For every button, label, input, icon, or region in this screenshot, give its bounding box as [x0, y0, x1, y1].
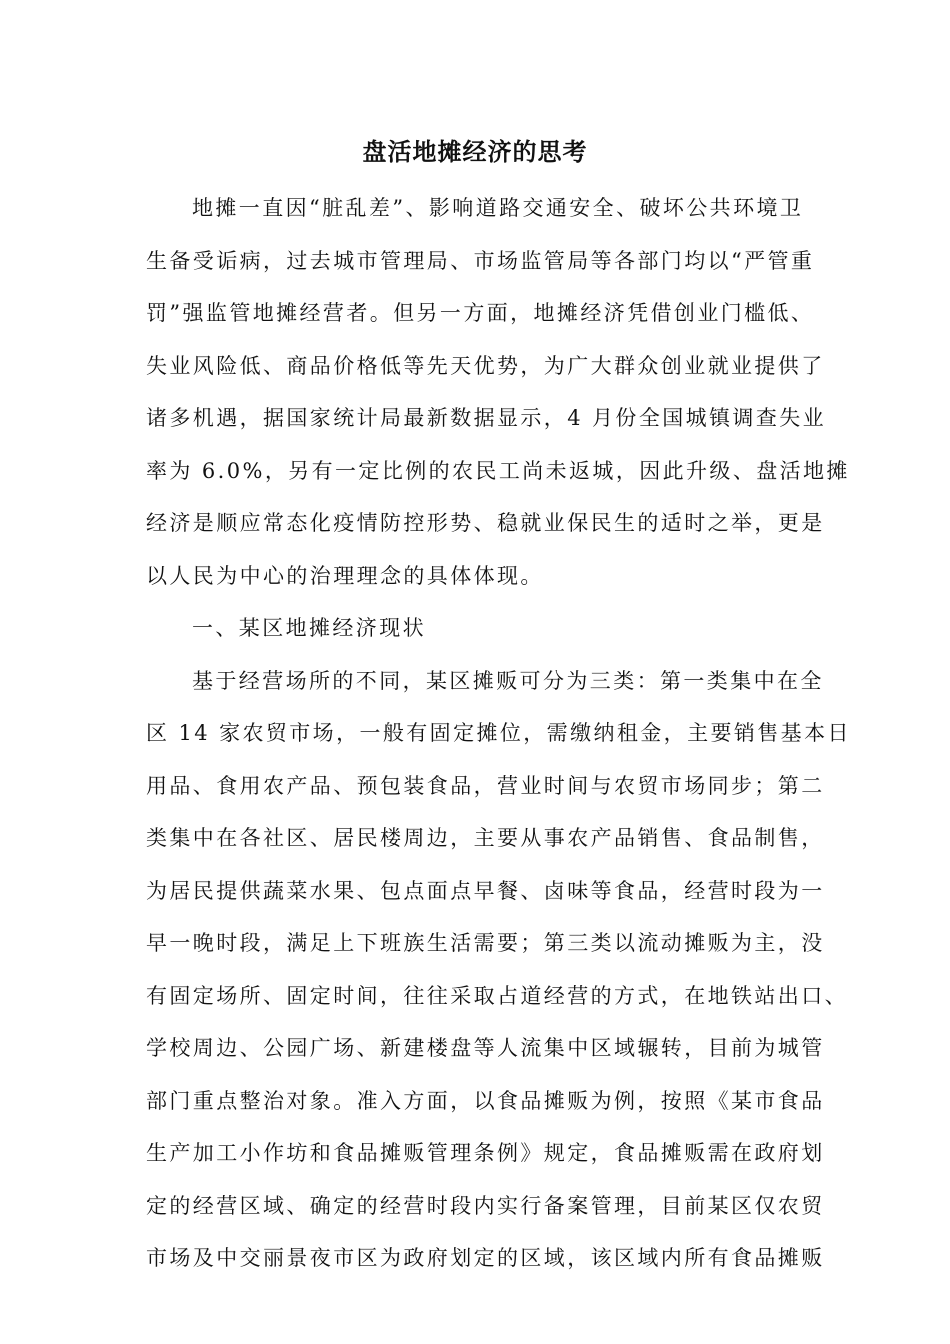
- text-line: 部门重点整治对象。准入方面，以食品摊贩为例，按照《某市食品: [146, 1088, 825, 1113]
- text-line: 地摊一直因“脏乱差”、影响道路交通安全、破坏公共环境卫: [192, 196, 804, 220]
- document-title: 盘活地摊经济的思考: [362, 137, 588, 166]
- text-line: 经济是顺应常态化疫情防控形势、稳就业保民生的适时之举，更是: [146, 511, 825, 535]
- text-line: 区 14 家农贸市场，一般有固定摊位，需缴纳租金，主要销售基本日: [146, 721, 851, 745]
- text-line: 定的经营区域、确定的经营时段内实行备案管理，目前某区仅农贸: [146, 1193, 825, 1218]
- text-line: 率为 6.0%，另有一定比例的农民工尚未返城，因此升级、盘活地摊: [146, 458, 850, 483]
- text-line: 生产加工小作坊和食品摊贩管理条例》规定，食品摊贩需在政府划: [146, 1141, 825, 1165]
- text-line: 类集中在各社区、居民楼周边，主要从事农产品销售、食品制售，: [146, 826, 825, 850]
- text-line: 早一晚时段，满足上下班族生活需要；第三类以流动摊贩为主，没: [146, 931, 825, 955]
- text-line: 生备受诟病，过去城市管理局、市场监管局等各部门均以“严管重: [146, 248, 815, 273]
- text-line: 用品、食用农产品、预包装食品，营业时间与农贸市场同步；第二: [146, 773, 825, 798]
- text-line: 失业风险低、商品价格低等先天优势，为广大群众创业就业提供了: [146, 353, 825, 378]
- text-line: 一、某区地摊经济现状: [192, 616, 426, 640]
- text-line: 为居民提供蔬菜水果、包点面点早餐、卤味等食品，经营时段为一: [146, 878, 825, 903]
- text-line: 基于经营场所的不同，某区摊贩可分为三类：第一类集中在全: [192, 668, 824, 693]
- text-line: 市场及中交丽景夜市区为政府划定的区域，该区域内所有食品摊贩: [146, 1246, 825, 1270]
- text-line: 诸多机遇，据国家统计局最新数据显示，4 月份全国城镇调查失业: [146, 406, 827, 430]
- text-line: 有固定场所、固定时间，往往采取占道经营的方式，在地铁站出口、: [146, 983, 848, 1008]
- text-line: 罚”强监管地摊经营者。但另一方面，地摊经济凭借创业门槛低、: [146, 301, 815, 325]
- text-line: 以人民为中心的治理理念的具体体现。: [146, 563, 544, 588]
- document-body: [146, 182, 851, 1285]
- text-line: 学校周边、公园广场、新建楼盘等人流集中区域辗转，目前为城管: [146, 1036, 825, 1060]
